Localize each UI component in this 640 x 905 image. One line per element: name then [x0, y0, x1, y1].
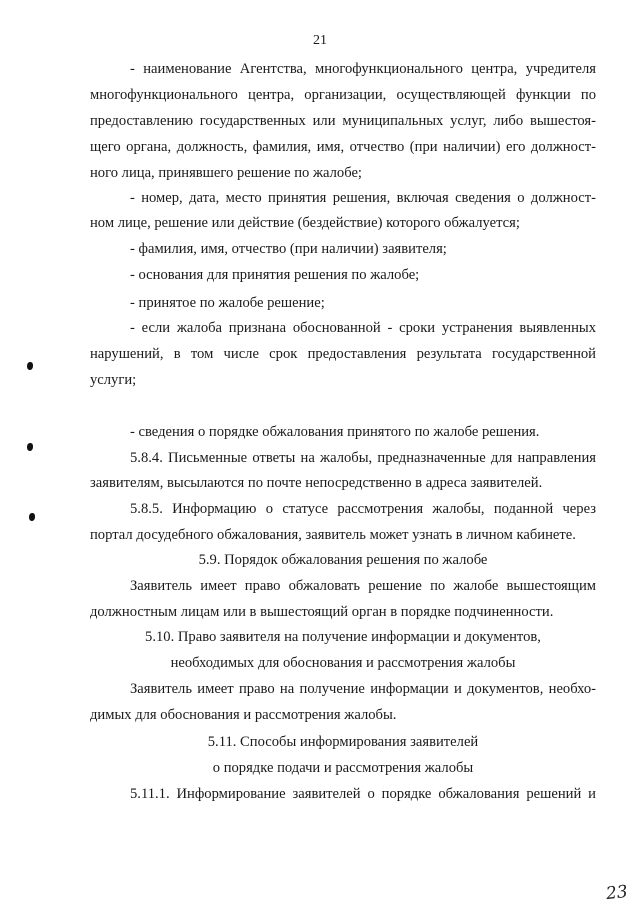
section-heading: 5.10. Право заявителя на получение информации и документов, — [145, 629, 541, 645]
text-line: должностным лицам или в вышестоящий орган в порядке подчиненности. — [90, 604, 554, 620]
text-line: - если жалоба признана обоснованной - сроки устранения выявленных — [130, 320, 596, 336]
text-line: - принятое по жалобе решение; — [130, 295, 325, 311]
text-line: портал досудебного обжалования, заявитель может узнать в личном кабинете. — [90, 527, 576, 543]
text-line: ном лице, решение или действие (бездействие) которого обжалуется; — [90, 215, 520, 231]
page-number: 21 — [313, 33, 327, 48]
scan-mark — [27, 362, 33, 370]
text-line: услуги; — [90, 372, 137, 388]
section-heading: необходимых для обоснования и рассмотрения жалобы — [170, 655, 516, 671]
text-line: предоставлению государственных или муниципальных услуг, либо вышестоя- — [90, 113, 596, 129]
text-line: Заявитель имеет право на получение информации и документов, необхо- — [130, 681, 596, 697]
text-line: многофункционального центра, организации, осуществляющей функции по — [90, 87, 596, 103]
text-line: димых для обоснования и рассмотрения жалобы. — [90, 707, 397, 723]
scan-mark — [29, 513, 35, 521]
text-line: - основания для принятия решения по жалобе; — [130, 267, 420, 283]
text-line: 5.8.5. Информацию о статусе рассмотрения жалобы, поданной через — [130, 501, 596, 517]
section-heading: о порядке подачи и рассмотрения жалобы — [212, 760, 474, 776]
scan-mark — [27, 443, 33, 451]
section-heading: 5.9. Порядок обжалования решения по жалобе — [198, 552, 488, 568]
text-line: - номер, дата, место принятия решения, включая сведения о должност- — [130, 190, 596, 206]
text-line: нарушений, в том числе срок предоставления результата государственной — [90, 346, 596, 362]
text-line: - сведения о порядке обжалования принятого по жалобе решения. — [130, 424, 540, 440]
handwritten-page-number: 23 — [605, 881, 629, 905]
text-line: ного лица, принявшего решение по жалобе; — [90, 165, 362, 181]
text-line: - наименование Агентства, многофункционального центра, учредителя — [130, 61, 596, 77]
text-line: - фамилия, имя, отчество (при наличии) заявителя; — [130, 241, 447, 257]
text-line: 5.8.4. Письменные ответы на жалобы, предназначенные для направления — [130, 450, 596, 466]
text-line: Заявитель имеет право обжаловать решение по жалобе вышестоящим — [130, 578, 596, 594]
text-line: 5.11.1. Информирование заявителей о порядке обжалования решений и — [130, 786, 596, 802]
text-line: щего органа, должность, фамилия, имя, отчество (при наличии) его должност- — [90, 139, 596, 155]
text-line: заявителям, высылаются по почте непосредственно в адреса заявителей. — [90, 475, 543, 491]
section-heading: 5.11. Способы информирования заявителей — [207, 734, 479, 750]
